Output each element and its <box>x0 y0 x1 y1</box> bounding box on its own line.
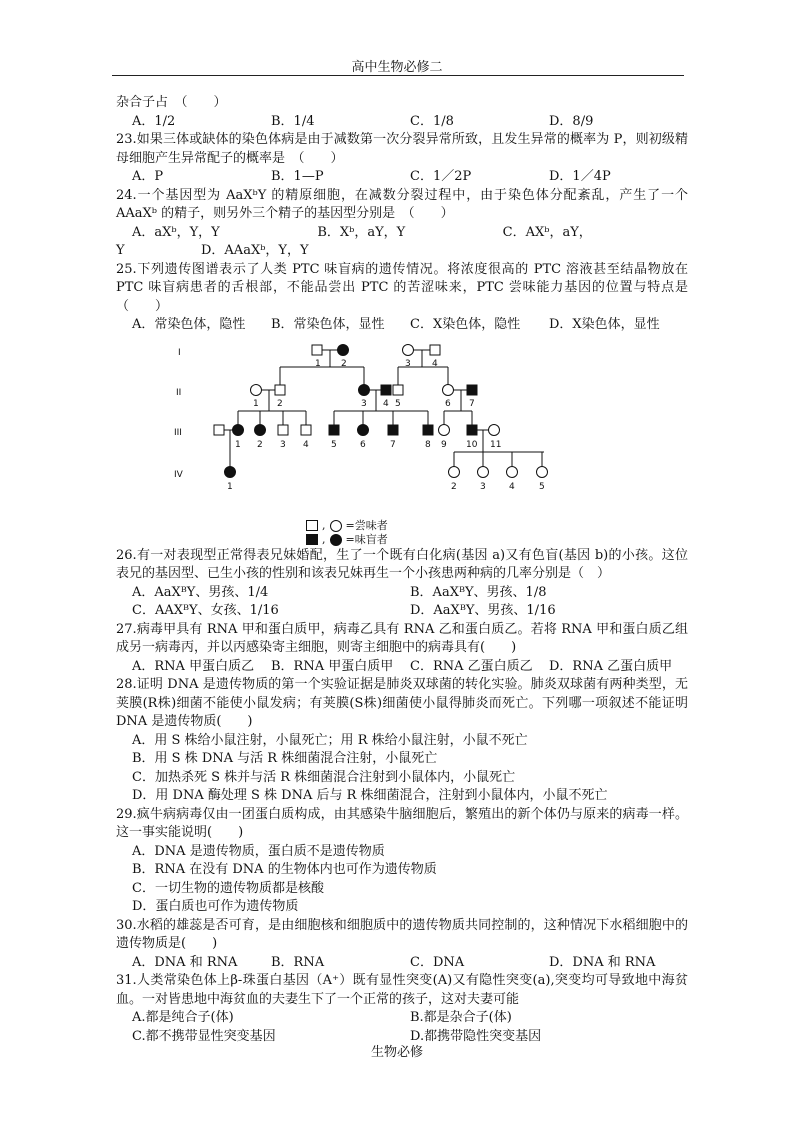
legend-taster: , =尝味者 <box>306 519 388 533</box>
II2-male <box>275 385 285 395</box>
III4-male <box>301 425 311 435</box>
question-content <box>116 94 688 1046</box>
II3-number: 3 <box>361 398 367 409</box>
q23-option-b: B．1—P <box>271 169 324 184</box>
q30-option-d: D．DNA 和 RNA <box>549 954 656 970</box>
III10-male-affected <box>467 425 477 435</box>
q22-stem-tail: 杂合子占 （ ） <box>116 95 227 110</box>
I2-number: 2 <box>341 358 347 369</box>
q22-option-b: B．1/4 <box>271 113 315 129</box>
q27-stem: 27.病毒甲具有 RNA 甲和蛋白质甲，病毒乙具有 RNA 乙和蛋白质乙。若将 RNA 甲和蛋白质乙组成另一病毒丙，并以丙感染寄主细胞，则寄主细胞中的病毒具有( ) <box>116 621 688 655</box>
q25-option-b: B．常染色体，显性 <box>271 317 385 332</box>
q22-option-d: D．8/9 <box>549 113 594 129</box>
q31-option-b: B.都是杂合子(体) <box>410 1010 512 1025</box>
III7-number: 7 <box>390 439 396 450</box>
I2-female-affected <box>338 344 349 355</box>
II7-number: 7 <box>469 398 475 409</box>
q27-option-b: B．RNA 甲蛋白质甲 <box>271 658 394 674</box>
q24-options-line1 <box>116 224 688 243</box>
q28-option-a: A．用 S 株给小鼠注射，小鼠死亡；用 R 株给小鼠注射，小鼠不死亡 <box>132 732 528 748</box>
III10-number: 10 <box>466 439 478 450</box>
q28-stem: 28.证明 DNA 是遗传物质的第一个实验证据是肺炎双球菌的转化实验。肺炎双球菌有两种类型，无荚膜(R株)细菌不能使小鼠发病；有荚膜(S株)细菌使小鼠得肺炎而死亡。下列哪一项叙述不能证明 DNA 是遗传物质( ) <box>116 677 688 729</box>
q30-options <box>116 954 688 973</box>
q27-option-c: C．RNA 乙蛋白质乙 <box>410 658 533 674</box>
q24-option-c-cont: Y <box>116 243 125 258</box>
q30-option-b: B．RNA <box>271 954 325 970</box>
q26-option-d: D．AaXᴮY、男孩、1/16 <box>410 603 556 618</box>
III8-male-affected <box>423 425 433 435</box>
q29-stem: 29.疯牛病病毒仅由一团蛋白质构成，由其感染牛脑细胞后，繁殖出的新个体仍与原来的病毒一样。这一事实能说明( ) <box>116 806 688 840</box>
III11-number: 11 <box>490 439 502 450</box>
q26-options <box>116 584 688 621</box>
q30-stem: 30.水稻的雄蕊是否可育，是由细胞核和细胞质中的遗传物质共同控制的，这种情况下水稻细胞中的遗传物质是( ) <box>116 917 688 951</box>
III8-number: 8 <box>425 439 431 450</box>
q30-option-a: A．DNA 和 RNA <box>132 954 238 970</box>
III3-number: 3 <box>280 439 286 450</box>
q29-option-b: B．RNA 在没有 DNA 的生物体内也可作为遗传物质 <box>132 862 437 877</box>
III2-female-affected <box>255 424 266 435</box>
III6-female-affected <box>358 424 369 435</box>
q22-options <box>116 113 688 132</box>
q25-options <box>116 316 688 335</box>
legend-nontaster-label: =味盲者 <box>345 532 388 546</box>
I3-female <box>403 344 414 355</box>
II6-female <box>443 384 454 395</box>
IV2-female <box>449 466 460 477</box>
I4-male <box>430 345 440 355</box>
gen-label-ii: II <box>176 387 182 398</box>
q23-options <box>116 168 688 187</box>
IV3-female <box>478 466 489 477</box>
q31-stem: 31.人类常染色体上β-珠蛋白基因（A⁺）既有显性突变(A)又有隐性突变(a),突变均可导致地中海贫血。一对皆患地中海贫血的夫妻生下了一个正常的孩子，这对夫妻可能 <box>116 973 688 1007</box>
q26-option-b: B．AaXᴮY、男孩、1/8 <box>410 584 547 600</box>
q24-option-b: B．Xᵇ，aY，Y <box>317 224 406 240</box>
II7-male-affected <box>467 385 477 395</box>
q25-option-a: A．常染色体，隐性 <box>132 317 246 332</box>
gen-label-iv: IV <box>174 469 183 480</box>
q23-option-a: A．P <box>132 169 164 184</box>
I4-number: 4 <box>432 358 438 369</box>
q31-option-d: D.都携带隐性突变基因 <box>410 1028 542 1044</box>
q28-option-c: C．加热杀死 S 株并与活 R 株细菌混合注射到小鼠体内，小鼠死亡 <box>132 769 516 785</box>
legend-circle-filled-icon <box>330 534 342 546</box>
q26-option-c: C．AAXᴮY、女孩、1/16 <box>132 603 279 618</box>
q29-option-a: A．DNA 是遗传物质，蛋白质不是遗传物质 <box>132 843 385 859</box>
q29-option-d: D．蛋白质也可作为遗传物质 <box>132 899 299 914</box>
III7-male-affected <box>388 425 398 435</box>
q22-option-a: A．1/2 <box>132 113 176 129</box>
q31-option-c: C.都不携带显性突变基因 <box>132 1028 276 1044</box>
q29-option-c: C．一切生物的遗传物质都是核酸 <box>132 880 324 896</box>
II4-number: 4 <box>383 398 389 409</box>
q30-option-c: C．DNA <box>410 954 465 970</box>
q28-option-d: D．用 DNA 酶处理 S 株 DNA 后与 R 株细菌混合，注射到小鼠体内，小鼠不死亡 <box>132 788 608 803</box>
pedigree-chart <box>116 339 688 545</box>
q26-option-a: A．AaXᴮY、男孩、1/4 <box>132 584 269 600</box>
q23-option-d: D．1／4P <box>549 169 611 184</box>
q23-stem: 23.如果三体或缺体的染色体病是由于减数第一次分裂异常所致，且发生异常的概率为 P，则初级精母细胞产生异常配子的概率是 （ ） <box>116 132 688 166</box>
q25-option-c: C．X染色体，隐性 <box>410 317 521 332</box>
III5-male-affected <box>329 425 339 435</box>
IV5-female <box>537 466 548 477</box>
II5-number: 5 <box>395 398 401 409</box>
q24-options-line2 <box>116 242 688 261</box>
q24-option-d: D．AAaXᵇ，Y，Y <box>201 243 309 258</box>
q31-option-a: A.都是纯合子(体) <box>132 1010 234 1025</box>
q27-options <box>116 658 688 677</box>
II2-number: 2 <box>277 398 283 409</box>
q24-stem: 24.一个基因型为 AaXᵇY 的精原细胞，在减数分裂过程中，由于染色体分配紊乱，产生了一个 AAaXᵇ 的精子，则另外三个精子的基因型分别是 （ ） <box>116 187 688 221</box>
pedigree-diagram <box>176 339 596 519</box>
q27-option-a: A．RNA 甲蛋白质乙 <box>132 658 255 674</box>
I3-number: 3 <box>405 358 411 369</box>
II1-female <box>251 384 262 395</box>
III-spouse-male <box>214 425 224 435</box>
II6-number: 6 <box>445 398 451 409</box>
II5-male <box>393 385 403 395</box>
III1-number: 1 <box>235 439 241 450</box>
III6-number: 6 <box>360 439 366 450</box>
III4-number: 4 <box>303 439 309 450</box>
IV4-female <box>507 466 518 477</box>
IV1-number: 1 <box>227 481 233 492</box>
II4-male-affected <box>381 385 391 395</box>
III9-female <box>439 424 450 435</box>
q24-option-a: A．aXᵇ，Y，Y <box>132 224 220 240</box>
page-footer: 生物必修 <box>370 1045 423 1060</box>
III9-number: 9 <box>441 439 447 450</box>
IV3-number: 3 <box>480 481 486 492</box>
gen-label-iii: III <box>174 427 182 438</box>
legend-nontaster: , =味盲者 <box>306 533 388 547</box>
q27-option-d: D．RNA 乙蛋白质甲 <box>549 658 673 674</box>
III3-male <box>278 425 288 435</box>
IV4-number: 4 <box>509 481 515 492</box>
q25-option-d: D．X染色体，显性 <box>549 317 660 332</box>
page-header: 高中生物必修二 <box>351 60 443 75</box>
gen-label-i: I <box>178 347 181 358</box>
pedigree-legend <box>306 519 388 547</box>
q24-option-c: C．AXᵇ，aY， <box>502 224 592 240</box>
legend-taster-label: =尝味者 <box>345 518 388 532</box>
q22-option-c: C．1/8 <box>410 113 454 129</box>
q28-option-b: B．用 S 株 DNA 与活 R 株细菌混合注射，小鼠死亡 <box>132 751 438 766</box>
legend-circle-open-icon <box>330 520 342 532</box>
III11-female <box>489 424 500 435</box>
IV5-number: 5 <box>539 481 545 492</box>
III2-number: 2 <box>257 439 263 450</box>
legend-square-open-icon <box>306 520 318 531</box>
II3-female-affected <box>359 384 370 395</box>
q26-stem: 26.有一对表现型正常得表兄妹婚配，生了一个既有白化病(基因 a)又有色盲(基因 b)的小孩。这位表兄的基因型、已生小孩的性别和该表兄妹再生一个小孩患两种病的几率分别是（ ） <box>116 547 688 581</box>
III5-number: 5 <box>331 439 337 450</box>
I1-male <box>312 345 322 355</box>
IV1-female-affected <box>225 466 236 477</box>
III1-female-affected <box>233 424 244 435</box>
legend-square-filled-icon <box>306 534 318 545</box>
q23-option-c: C．1／2P <box>410 169 472 184</box>
I1-number: 1 <box>315 358 321 369</box>
II1-number: 1 <box>253 398 259 409</box>
header-divider <box>112 75 684 76</box>
q25-stem: 25.下列遗传图谱表示了人类 PTC 味盲病的遗传情况。将浓度很高的 PTC 溶液甚至结晶物放在 PTC 味盲病患者的舌根部，不能品尝出 PTC 的苦涩味来，PTC 尝味能力基因的位置与特点是（ ） <box>116 261 688 314</box>
IV2-number: 2 <box>451 481 457 492</box>
